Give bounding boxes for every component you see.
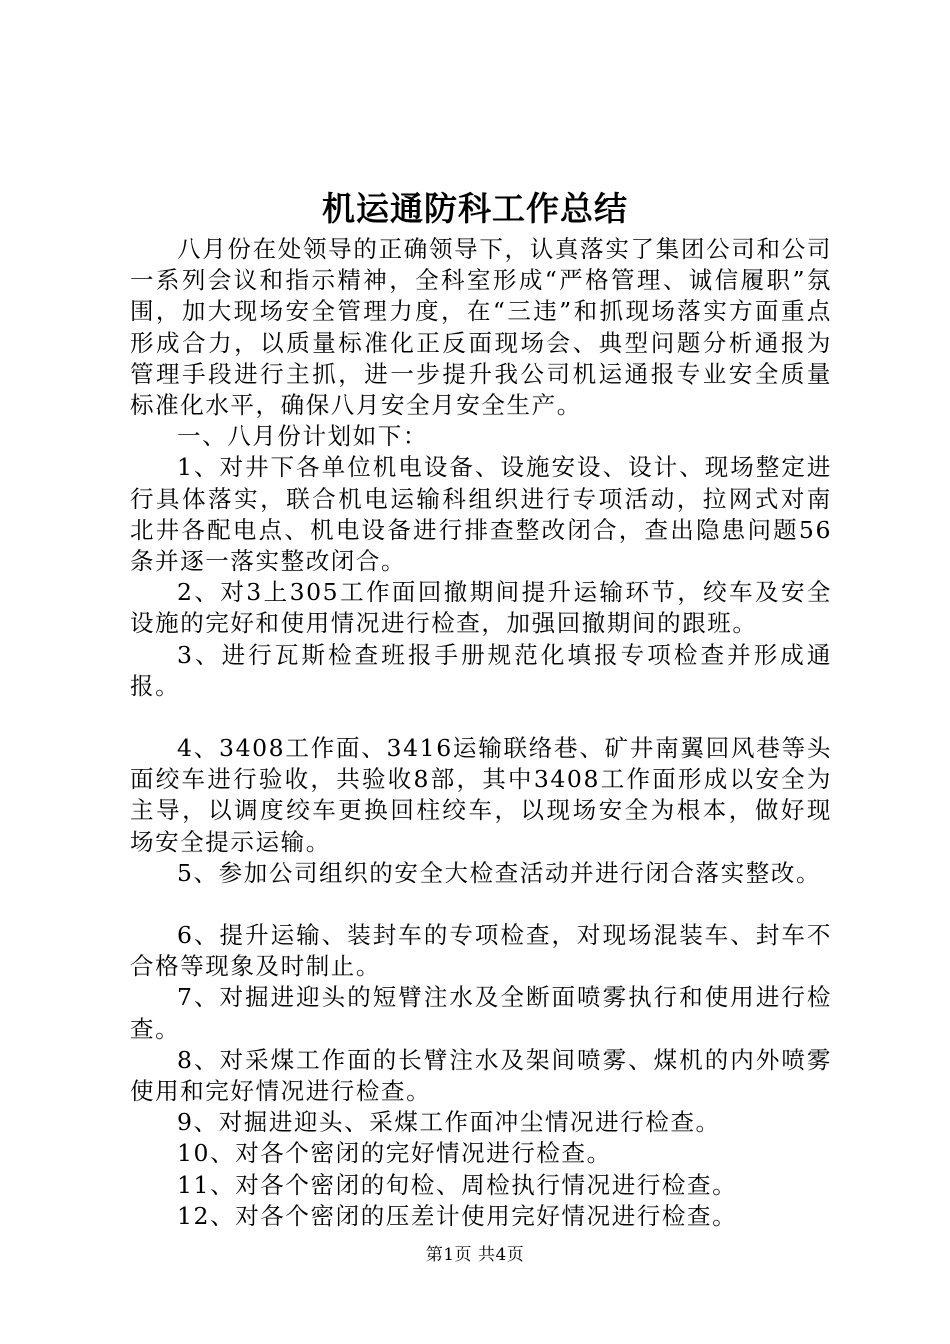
plan-item-8: 8、对采煤工作面的长臂注水及架间喷雾、煤机的内外喷雾使用和完好情况进行检查。 — [130, 1045, 832, 1106]
plan-item-9: 9、对掘进迎头、采煤工作面冲尘情况进行检查。 — [177, 1108, 721, 1137]
document-body — [130, 234, 832, 1232]
section-heading: 一、八月份计划如下： — [177, 422, 428, 451]
intro-paragraph: 八月份在处领导的正确领导下，认真落实了集团公司和公司一系列会议和指示精神，全科室形成“严格管理、诚信履职”氛围，加大现场安全管理力度，在“三违”和抓现场落实方面重点形成合力，以质量标准化正反面现场会、典型问题分析通报为管理手段进行主抓，进一步提升我公司机运通报专业安全质量标准化水平，确保八月安全月安全生产。 — [130, 235, 832, 420]
paragraph-gap — [130, 702, 832, 733]
plan-item-10: 10、对各个密闭的完好情况进行检查。 — [177, 1139, 612, 1168]
page-number-footer: 第1页 共4页 — [425, 1245, 525, 1265]
plan-item-12: 12、对各个密闭的压差计使用完好情况进行检查。 — [177, 1201, 738, 1230]
plan-item-2: 2、对3上305工作面回撤期间提升运输环节，绞车及安全设施的完好和使用情况进行检查，加强回撤期间的跟班。 — [130, 578, 832, 638]
plan-item-5: 5、参加公司组织的安全大检查活动并进行闭合落实整改。 — [177, 858, 822, 887]
document-title: 机运通防科工作总结 — [322, 189, 628, 228]
plan-item-1: 1、对井下各单位机电设备、设施安设、设计、现场整定进行具体落实，联合机电运输科组织进行专项活动，拉网式对南北井各配电点、机电设备进行排查整改闭合，查出隐患问题56条并逐一落实整改闭合。 — [130, 453, 832, 576]
plan-item-7: 7、对掘进迎头的短臂注水及全断面喷雾执行和使用进行检查。 — [130, 983, 832, 1043]
plan-item-3: 3、进行瓦斯检查班报手册规范化填报专项检查并形成通报。 — [130, 640, 832, 700]
plan-item-6: 6、提升运输、装封车的专项检查，对现场混装车、封车不合格等现象及时制止。 — [130, 921, 832, 981]
paragraph-gap — [130, 889, 832, 920]
plan-item-11: 11、对各个密闭的旬检、周检执行情况进行检查。 — [177, 1170, 738, 1199]
plan-item-4: 4、3408工作面、3416运输联络巷、矿井南翼回风巷等头面绞车进行验收，共验收8部，其中3408工作面形成以安全为主导，以调度绞车更换回柱绞车，以现场安全为根本，做好现场安全提示运输。 — [130, 734, 832, 856]
